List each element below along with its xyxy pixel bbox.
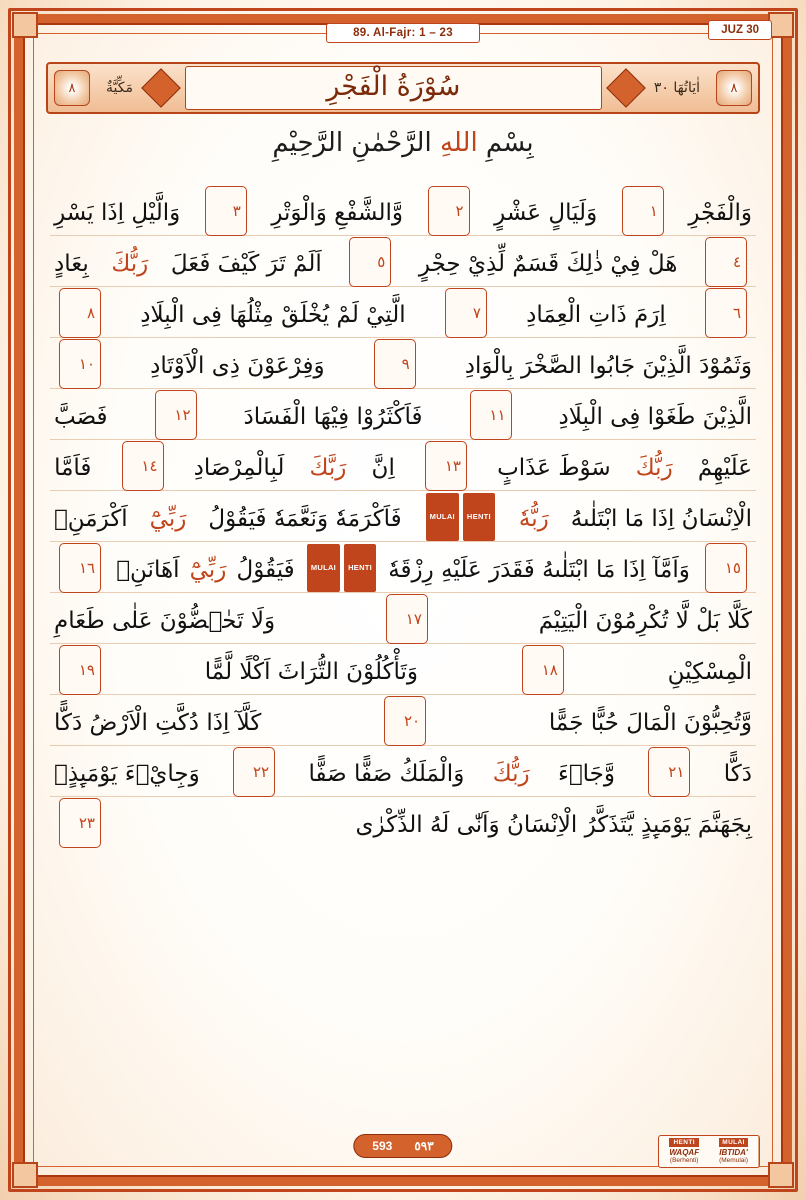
ayah-text: فَصَبَّ (54, 403, 108, 430)
ayah-line (50, 746, 756, 797)
ayah-number-marker[interactable]: ٩ (374, 339, 416, 389)
ayah-text-highlight: رَبُّكَ (635, 454, 673, 481)
juz-badge: JUZ 30 (708, 20, 772, 40)
surah-ayah-count: اٰيَاتُهَا ٣٠ (653, 80, 700, 96)
ayah-number-marker[interactable]: ٢٠ (384, 696, 426, 746)
ayah-number-marker[interactable]: ١٥ (705, 543, 747, 593)
ayah-number-marker[interactable]: ١ (622, 186, 664, 236)
ayah-text: اَهَانَنِۚ (116, 556, 180, 583)
legend-word: WAQAF (669, 1148, 700, 1157)
ayah-lines (50, 185, 756, 1105)
legend-sub: (Memulai) (719, 1157, 748, 1164)
ayah-line (50, 338, 756, 389)
surah-title-band (46, 62, 760, 114)
basmala-part-2: الرَّحْمٰنِ الرَّحِيْمِ (272, 128, 440, 158)
ayah-text: وَالَّيْلِ اِذَا يَسْرِ (54, 199, 181, 226)
ayah-text: اَلَمْ تَرَ كَيْفَ فَعَلَ (170, 250, 322, 277)
ayah-number-marker[interactable]: ١١ (470, 390, 512, 440)
ayah-number-marker[interactable]: ٢٣ (59, 798, 101, 848)
ayah-text: فَيَقُوْلُ (236, 556, 295, 583)
ayah-number-marker[interactable]: ١٢ (155, 390, 197, 440)
ayah-text: الْمِسْكِيْنِ (667, 658, 752, 685)
ayah-number-marker[interactable]: ٥ (349, 237, 391, 287)
ayah-number-marker[interactable]: ١٠ (59, 339, 101, 389)
legend-word: IBTIDA' (719, 1148, 748, 1157)
ayah-number-marker[interactable]: ١٩ (59, 645, 101, 695)
waqf-tag-henti: HENTI (463, 493, 495, 541)
ayah-line (50, 287, 756, 338)
ayah-line (50, 644, 756, 695)
ayah-text: عَلَيْهِمْ (697, 454, 752, 481)
ayah-text: بِجَهَنَّمَ يَوْمَىِٕذٍ يَّتَذَكَّرُ الْاِنْسَانُ وَاَنّٰى لَهُ الذِّكْرٰى (355, 812, 752, 838)
ayah-text-highlight: رَبَّكَ (309, 454, 347, 481)
ayah-text: وَفِرْعَوْنَ ذِى الْاَوْتَادِ (150, 352, 325, 379)
ayah-text: الْاِنْسَانُ اِذَا مَا ابْتَلٰىهُ (570, 505, 752, 532)
ayah-text: بِعَادٍ (54, 250, 89, 277)
ayah-text: كَلَّا بَلْ لَّا تُكْرِمُوْنَ الْيَتِيْمَ (538, 607, 752, 634)
ayah-line (50, 593, 756, 644)
ayah-line (50, 542, 756, 593)
ayah-number-marker[interactable]: ٢ (428, 186, 470, 236)
surah-title: سُوْرَةُ الْفَجْرِ (185, 66, 602, 110)
ayah-line (50, 185, 756, 236)
ayah-text: وَّجَاۤءَ (558, 760, 615, 787)
band-rosette-right: ۸ (716, 70, 752, 106)
basmala-part-1: بِسْمِ (477, 128, 534, 158)
ayah-line (50, 440, 756, 491)
page-footer (46, 1134, 760, 1178)
ayah-text: وَجِايْۤءَ يَوْمَىِٕذٍۢ (54, 760, 200, 787)
legend-tag: HENTI (669, 1138, 699, 1147)
page-number-latin: 593 (372, 1139, 393, 1153)
surah-revelation-type: مَكِّيَّةٌ (106, 80, 133, 96)
legend-cell (709, 1136, 759, 1167)
ayah-line (50, 236, 756, 287)
ayah-text: فَاَكْرَمَهٗ وَنَعَّمَهٗ فَيَقُوْلُ (208, 505, 402, 532)
ayah-number-marker[interactable]: ١٧ (386, 594, 428, 644)
ayah-text-highlight: رَبِّيْٓ (149, 505, 187, 532)
ayah-number-marker[interactable]: ٨ (59, 288, 101, 338)
ayah-number-marker[interactable]: ١٨ (522, 645, 564, 695)
legend-sub: (Berhenti) (669, 1157, 699, 1164)
ayah-text: دَكًّا (723, 760, 752, 787)
waqf-tag-pair (305, 544, 378, 595)
ayah-text: فَاَكْثَرُوْا فِيْهَا الْفَسَادَ (243, 403, 423, 430)
ayah-text: وَلَيَالٍ عَشْرٍ (494, 199, 598, 226)
ayah-number-marker[interactable]: ٧ (445, 288, 487, 338)
surah-range-label: 89. Al-Fajr: 1 – 23 (326, 23, 480, 43)
ayah-number-marker[interactable]: ١٤ (122, 441, 164, 491)
ayah-line (50, 491, 756, 542)
ayah-text: وَّالشَّفْعِ وَالْوَتْرِ (271, 199, 404, 226)
ayah-number-marker[interactable]: ٢١ (648, 747, 690, 797)
ayah-text: فَاَمَّا (54, 454, 92, 481)
legend-tag: MULAI (719, 1138, 748, 1147)
ayah-line (50, 797, 756, 848)
ayah-text: وَثَمُوْدَ الَّذِيْنَ جَابُوا الصَّخْرَ بِالْوَادِ (464, 352, 752, 379)
ayah-line (50, 695, 756, 746)
ayah-number-marker[interactable]: ٤ (705, 237, 747, 287)
ayah-text: كَلَّآ اِذَا دُكَّتِ الْاَرْضُ دَكًّا (54, 709, 262, 736)
ayah-text: وَلَا تَحٰۤضُّوْنَ عَلٰى طَعَامِ (54, 607, 276, 634)
ayah-text: هَلْ فِيْ ذٰلِكَ قَسَمٌ لِّذِيْ حِجْرٍ (418, 250, 678, 277)
ayah-text-highlight: رَبُّهٗ (518, 505, 549, 532)
ayah-text-highlight: رَبُّكَ (492, 760, 530, 787)
legend-cell (659, 1136, 709, 1167)
ayah-text: اِنَّ (371, 454, 395, 481)
ayah-line (50, 389, 756, 440)
ayah-text: اِرَمَ ذَاتِ الْعِمَادِ (526, 301, 666, 328)
waqf-legend (658, 1135, 760, 1168)
page-number (353, 1134, 452, 1158)
ayah-text: لَبِالْمِرْصَادِ (193, 454, 285, 481)
ayah-number-marker[interactable]: ١٦ (59, 543, 101, 593)
waqf-tag-mulai: MULAI (426, 493, 459, 541)
ayah-text: وَتَأْكُلُوْنَ التُّرَاثَ اَكْلًا لَّمًّا (204, 658, 419, 685)
band-rosette-left: ۸ (54, 70, 90, 106)
ayah-number-marker[interactable]: ١٣ (425, 441, 467, 491)
ayah-text-highlight: رَبُّكَ (111, 250, 149, 277)
ayah-text: سَوْطَ عَذَابٍ (497, 454, 611, 481)
basmala (46, 128, 760, 158)
ayah-text: الَّذِيْنَ طَغَوْا فِى الْبِلَادِ (558, 403, 752, 430)
ayah-text: وَاَمَّآ اِذَا مَا ابْتَلٰىهُ فَقَدَرَ عَلَيْهِ رِزْقَهٗ (388, 556, 690, 583)
ayah-text: وَالْمَلَكُ صَفًّا صَفًّا (308, 760, 465, 787)
corner-ornament-bottom-right (768, 1162, 794, 1188)
band-star-left-icon (141, 68, 181, 108)
basmala-lafz-allah: اللهِ (439, 128, 478, 158)
ayah-text: الَّتِيْ لَمْ يُخْلَقْ مِثْلُهَا فِى الْبِلَادِ (140, 301, 406, 328)
ayah-text: اَكْرَمَنِۗ (54, 505, 128, 532)
ayah-text: وَالْفَجْرِ (688, 199, 752, 226)
ayah-text: وَّتُحِبُّوْنَ الْمَالَ حُبًّا جَمًّا (548, 709, 752, 736)
corner-ornament-bottom-left (12, 1162, 38, 1188)
ayah-number-marker[interactable]: ٢٢ (233, 747, 275, 797)
ayah-number-marker[interactable]: ٣ (205, 186, 247, 236)
ayah-text-highlight: رَبِّيْٓ (189, 556, 227, 583)
ayah-number-marker[interactable]: ٦ (705, 288, 747, 338)
page-number-arabic: ٥٩٣ (414, 1139, 434, 1153)
waqf-tag-mulai: MULAI (307, 544, 340, 592)
page-header (0, 20, 806, 46)
band-star-right-icon (606, 68, 646, 108)
waqf-tag-pair (424, 493, 497, 544)
waqf-tag-henti: HENTI (344, 544, 376, 592)
